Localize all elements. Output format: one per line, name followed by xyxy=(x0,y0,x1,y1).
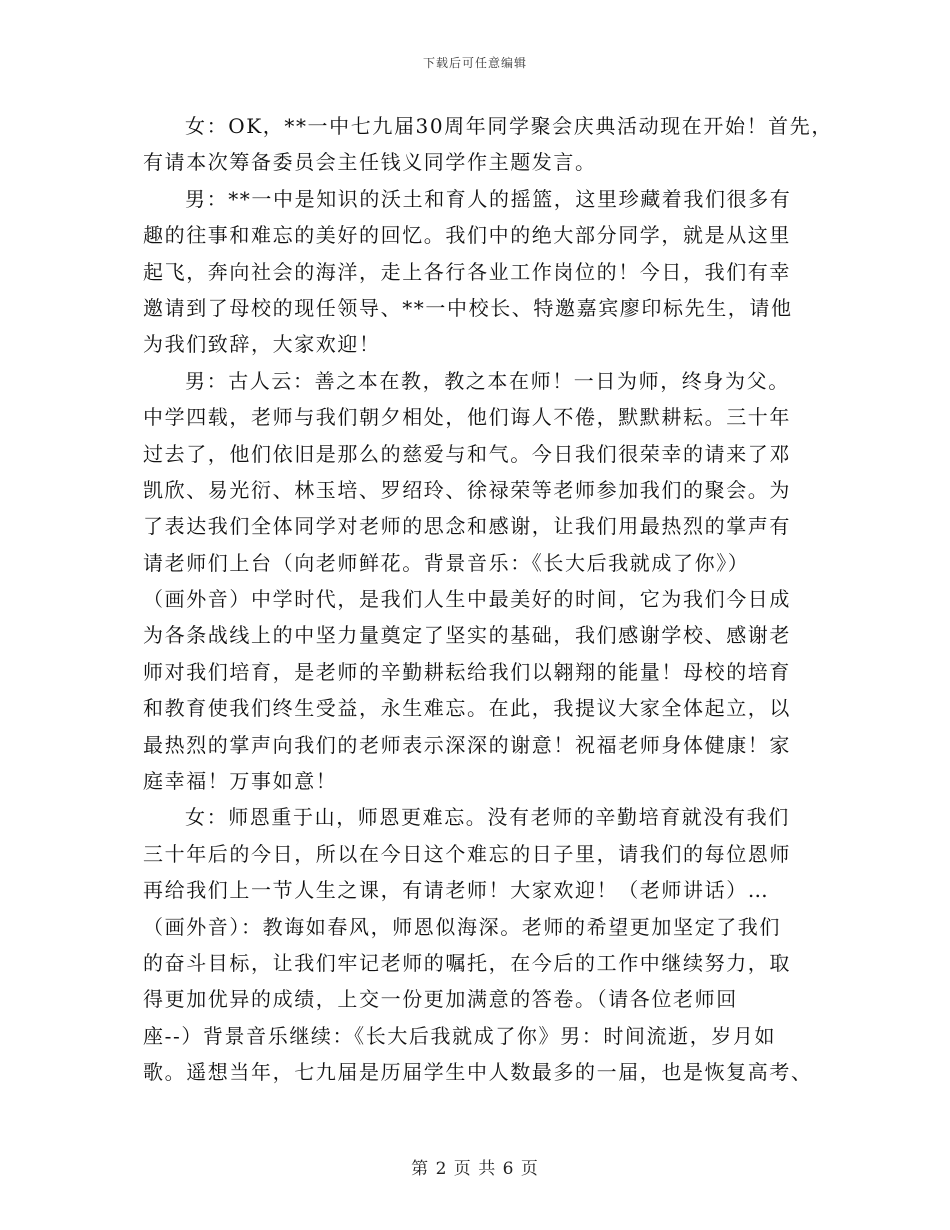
text-line: 男：古人云：善之本在教，教之本在师！一日为师，终身为父。 xyxy=(185,368,790,393)
text-line: 为我们致辞，大家欢迎！ xyxy=(143,332,381,357)
text-line: （画外音）：教诲如春风，师恩似海深。老师的希望更加坚定了我们 xyxy=(143,914,781,939)
text-line: 女：师恩重于山，师恩更难忘。没有老师的辛勤培育就没有我们 xyxy=(185,805,790,830)
page-number: 第 2 页 共 6 页 xyxy=(411,1159,539,1179)
text-line: 师对我们培育，是老师的辛勤耕耘给我们以翱翔的能量！母校的培育 xyxy=(143,659,791,684)
text-line: 中学四载，老师与我们朝夕相处，他们诲人不倦，默默耕耘。三十年 xyxy=(143,405,791,430)
text-line: 男：**一中是知识的沃土和育人的摇篮，这里珍藏着我们很多有 xyxy=(185,186,792,211)
text-line: 最热烈的掌声向我们的老师表示深深的谢意！祝福老师身体健康！家 xyxy=(143,732,791,757)
document-body xyxy=(143,108,833,1091)
text-line: 为各条战线上的中坚力量奠定了坚实的基础，我们感谢学校、感谢老 xyxy=(143,623,791,648)
text-line: 庭幸福！万事如意！ xyxy=(143,769,338,794)
text-line: 趣的往事和难忘的美好的回忆。我们中的绝大部分同学，就是从这里 xyxy=(143,223,791,248)
text-line: 请老师们上台（向老师鲜花。背景音乐：《长大后我就成了你》） xyxy=(143,550,750,575)
text-line: 三十年后的今日，所以在今日这个难忘的日子里，请我们的每位恩师 xyxy=(143,841,791,866)
text-line: 了表达我们全体同学对老师的思念和感谢，让我们用最热烈的掌声有 xyxy=(143,514,791,539)
text-line: 和教育使我们终生受益，永生难忘。在此，我提议大家全体起立，以 xyxy=(143,696,791,721)
text-line: 有请本次筹备委员会主任钱义同学作主题发言。 xyxy=(143,150,597,175)
text-line: （画外音）中学时代，是我们人生中最美好的时间，它为我们今日成 xyxy=(143,587,791,612)
text-line: 歌。遥想当年，七九届是历届学生中人数最多的一届，也是恢复高考、 xyxy=(143,1060,813,1085)
page-header-note: 下载后可任意编辑 xyxy=(422,56,527,70)
text-line: 的奋斗目标，让我们牢记老师的嘱托，在今后的工作中继续努力，取 xyxy=(143,950,791,975)
text-line: 女：OK，**一中七九届30周年同学聚会庆典活动现在开始！首先， xyxy=(185,114,833,138)
text-line: 凯欣、易光衍、林玉培、罗绍玲、徐禄荣等老师参加我们的聚会。为 xyxy=(143,477,791,502)
text-line: 再给我们上一节人生之课，有请老师！大家欢迎！（老师讲话）… xyxy=(143,878,770,903)
text-line: 座--）背景音乐继续：《长大后我就成了你》男：时间流逝，岁月如 xyxy=(143,1023,777,1048)
text-line: 得更加优异的成绩，上交一份更加满意的答卷。（请各位老师回 xyxy=(143,987,738,1012)
text-line: 邀请到了母校的现任领导、**一中校长、特邀嘉宾廖印标先生，请他 xyxy=(143,295,793,320)
text-line: 过去了，他们依旧是那么的慈爱与和气。今日我们很荣幸的请来了邓 xyxy=(143,441,791,466)
text-line: 起飞，奔向社会的海洋，走上各行各业工作岗位的！今日，我们有幸 xyxy=(143,259,791,284)
